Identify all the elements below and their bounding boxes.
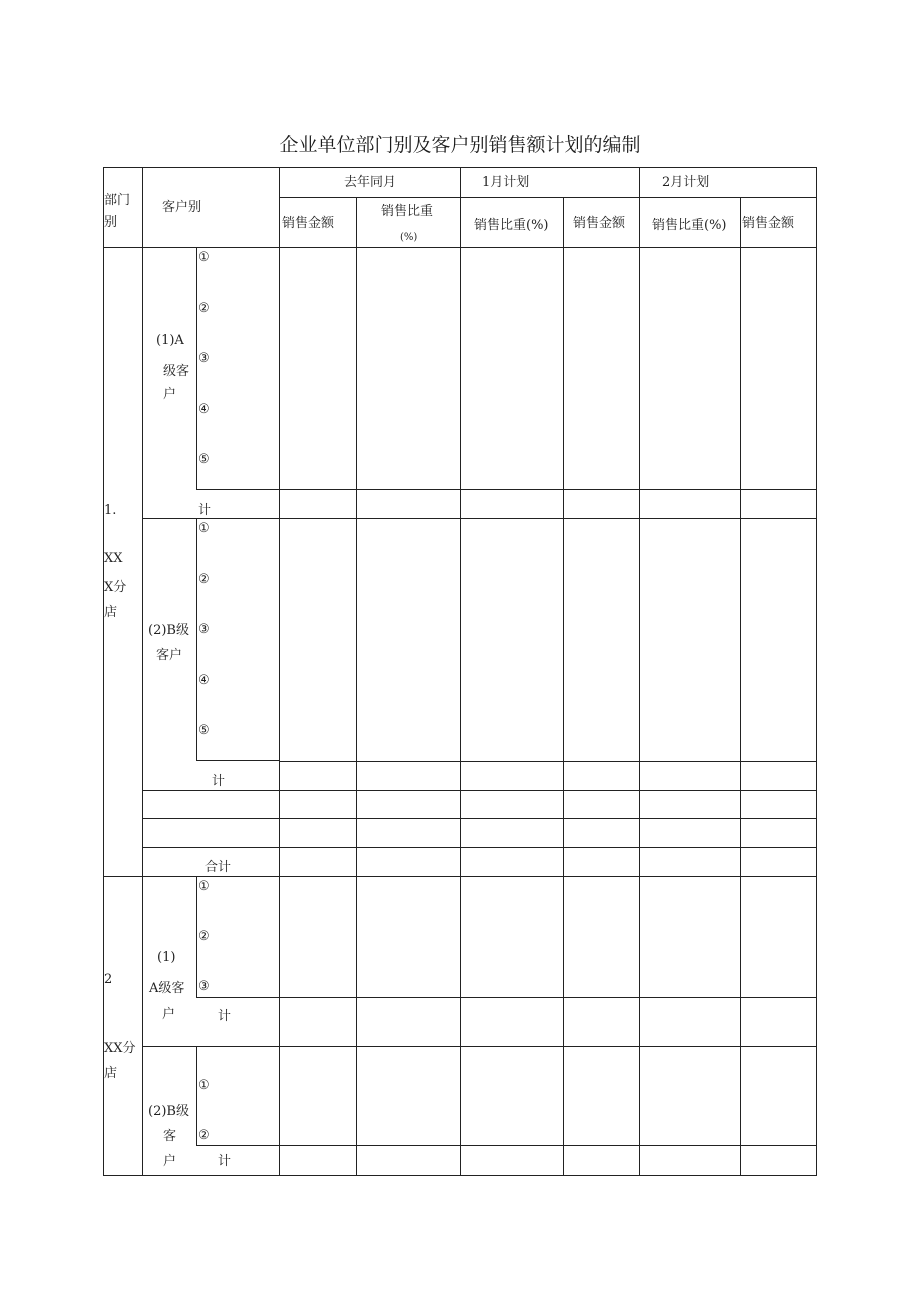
b-customer-label: 户: [163, 1154, 177, 1169]
table-border-right: [816, 167, 817, 1176]
page-title: 企业单位部门别及客户别销售额计划的编制: [279, 134, 641, 156]
subtotal-label: 计: [212, 774, 226, 789]
row-line: [279, 761, 817, 762]
row-line: [197, 1145, 817, 1146]
col-line: [196, 876, 197, 998]
customer-mark: ①: [198, 521, 210, 536]
row-line: [142, 790, 817, 791]
a-customer-label: (1): [157, 950, 176, 965]
row-line: [142, 818, 817, 819]
customer-mark: ③: [198, 351, 210, 366]
subtotal-label: 计: [218, 1009, 232, 1024]
col-line: [639, 167, 640, 1176]
a-customer-label: 级客: [163, 364, 190, 379]
a-customer-label: (1)A: [156, 333, 184, 348]
a-customer-label: 户: [163, 387, 177, 402]
branch1-label: 店: [104, 605, 118, 620]
customer-mark: ⑤: [198, 452, 210, 467]
b-customer-label: (2)B级: [148, 1104, 189, 1119]
sales-amount-header: 销售金额: [573, 216, 626, 231]
customer-mark: ①: [198, 879, 210, 894]
b-customer-label: 客: [163, 1129, 177, 1144]
col-line: [740, 197, 741, 1176]
col-line: [142, 167, 143, 1176]
row-line: [197, 760, 279, 761]
customer-mark: ③: [198, 622, 210, 637]
customer-mark: ④: [198, 673, 210, 688]
last-year-header: 去年同月: [344, 175, 397, 190]
branch1-label: 1.: [104, 503, 117, 518]
sales-ratio-pct-header: 销售比重(%): [474, 218, 549, 233]
feb-plan-header: 2月计划: [662, 175, 710, 190]
sales-ratio-pct-header: 销售比重(%): [652, 218, 727, 233]
subtotal-label: 计: [198, 503, 212, 518]
customer-mark: ⑤: [198, 723, 210, 738]
col-line: [196, 247, 197, 490]
customer-mark: ②: [198, 1128, 210, 1143]
dept-header-2: 别: [104, 215, 118, 230]
b-customer-label: 客户: [156, 648, 183, 663]
customer-mark: ②: [198, 929, 210, 944]
branch2-label: 店: [104, 1066, 118, 1081]
customer-mark: ①: [198, 1078, 210, 1093]
branch2-label: XX分: [104, 1041, 136, 1056]
customer-mark: ①: [198, 250, 210, 265]
col-line: [356, 197, 357, 1176]
col-line: [279, 167, 280, 1176]
sales-amount-header: 销售金额: [282, 216, 335, 231]
subtotal-label: 计: [218, 1154, 232, 1169]
col-line: [196, 1046, 197, 1146]
row-line: [142, 847, 817, 848]
sales-ratio-header: 销售比重: [381, 204, 434, 219]
row-line: [142, 1046, 817, 1047]
sales-ratio-unit: (%): [400, 232, 418, 243]
dept-header: 部门: [104, 193, 131, 208]
header-divider: [279, 197, 817, 198]
b-customer-label: (2)B级: [148, 623, 189, 638]
customer-header: 客户别: [162, 200, 202, 215]
row-line: [142, 518, 817, 519]
customer-mark: ②: [198, 301, 210, 316]
col-line: [460, 167, 461, 1176]
branch2-label: 2: [104, 972, 113, 987]
a-customer-label: A级客: [149, 981, 185, 996]
branch1-label: XX: [104, 551, 123, 566]
a-customer-label: 户: [162, 1007, 176, 1022]
col-line: [196, 518, 197, 761]
branch1-label: X分: [104, 580, 127, 595]
row-line: [197, 997, 817, 998]
table-border-left: [103, 167, 104, 1176]
customer-mark: ②: [198, 572, 210, 587]
sales-amount-header: 销售金额: [742, 216, 795, 231]
customer-mark: ③: [198, 979, 210, 994]
jan-plan-header: 1月计划: [482, 175, 530, 190]
total-label: 合计: [205, 860, 232, 875]
col-line: [563, 197, 564, 1176]
row-line: [197, 489, 817, 490]
customer-mark: ④: [198, 402, 210, 417]
